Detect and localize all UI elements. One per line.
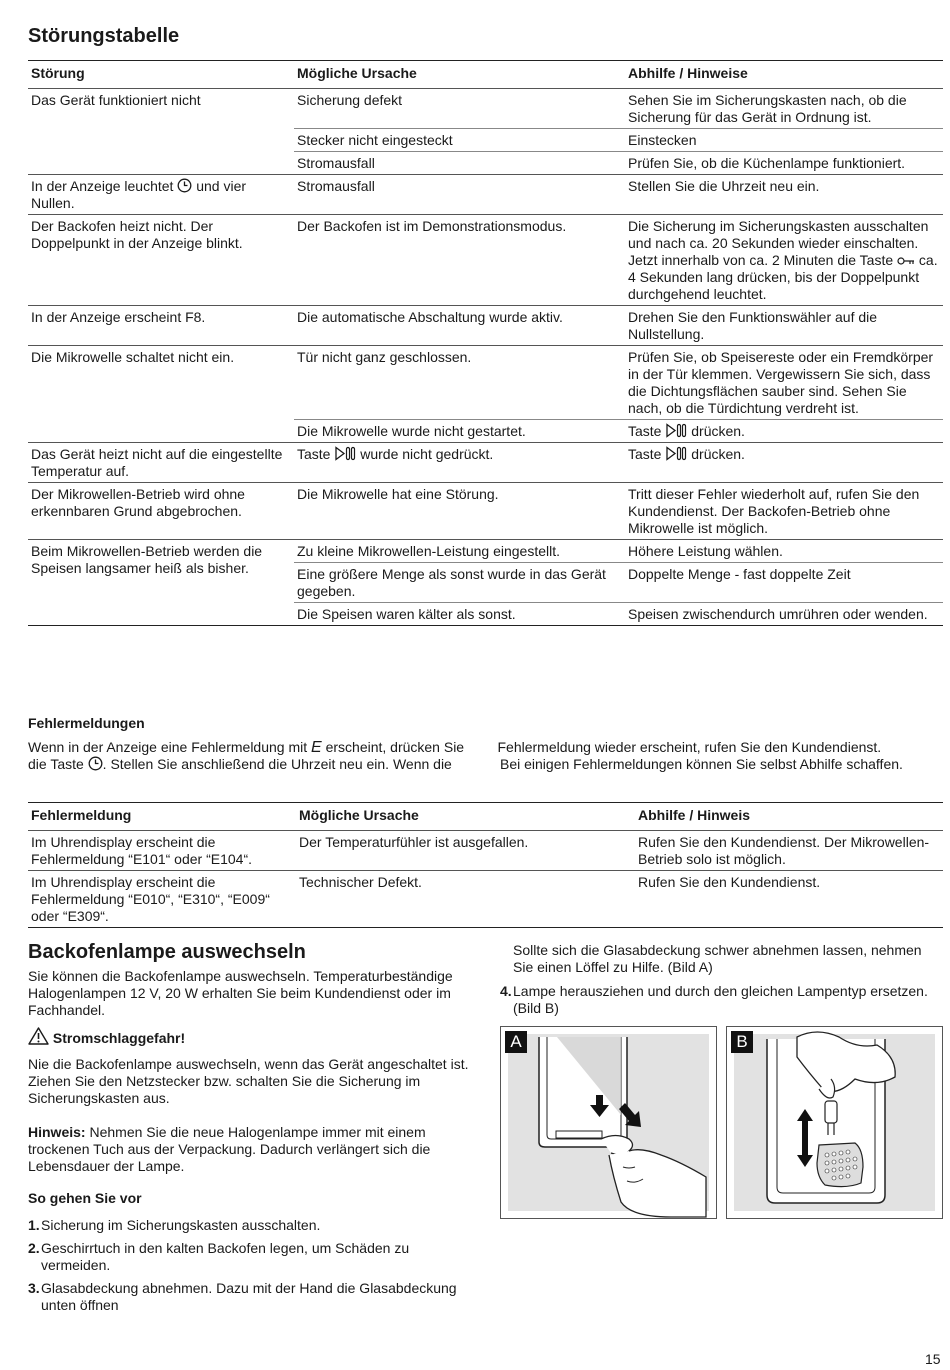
start-pause-icon bbox=[665, 423, 687, 438]
header-abhilfe: Abhilfe / Hinweise bbox=[628, 65, 748, 81]
cause-cell: Stromausfall bbox=[294, 152, 625, 175]
remedy-cell: Sehen Sie im Sicherungskasten nach, ob die Sicherung für das Gerät in Ordnung ist. bbox=[628, 92, 907, 125]
fault-table bbox=[28, 60, 943, 626]
cause-cell: Tür nicht ganz geschlossen. bbox=[294, 346, 625, 420]
remedy-cell: Drehen Sie den Funktionswähler auf die Nullstellung. bbox=[625, 306, 943, 346]
remedy-text-a: Taste bbox=[628, 423, 662, 439]
start-pause-icon bbox=[665, 446, 687, 461]
table-row bbox=[28, 871, 943, 928]
cause-cell: Die Mikrowelle hat eine Störung. bbox=[294, 483, 625, 540]
warning-icon bbox=[28, 1027, 49, 1045]
cause-cell: Die Mikrowelle wurde nicht gestartet. bbox=[294, 420, 625, 443]
table-row bbox=[28, 89, 943, 129]
problem-cell bbox=[28, 175, 294, 215]
figure-b bbox=[726, 1026, 943, 1219]
problem-cell: Die Mikrowelle schaltet nicht ein. bbox=[28, 346, 294, 443]
figure-a bbox=[500, 1026, 717, 1219]
remedy-cell: Einstecken bbox=[625, 129, 943, 152]
remedy-text-a: Taste bbox=[628, 446, 662, 462]
cause-text-b: wurde nicht gedrückt. bbox=[360, 446, 494, 462]
cause-cell: Der Backofen ist im Demonstrationsmodus. bbox=[294, 215, 625, 306]
cause-cell: Technischer Defekt. bbox=[296, 871, 635, 928]
remedy-text-b: ca. 4 Sekunden lang drücken, bis der Doppelpunkt durchgehend leuchtet. bbox=[628, 252, 938, 302]
step-number: 3. bbox=[28, 1280, 40, 1296]
hint-text: Nehmen Sie die neue Halogenlampe immer mit einem trockenen Tuch aus der Verpackung. Dadurch verlängert sich die Lebensdauer der Lampe. bbox=[28, 1124, 431, 1174]
problem-text-b: und vier Nullen. bbox=[31, 178, 247, 211]
problem-cell: Beim Mikrowellen-Betrieb werden die Speisen langsamer heiß als bisher. bbox=[28, 540, 294, 626]
remedy-cell bbox=[625, 443, 943, 483]
problem-cell: Das Gerät funktioniert nicht bbox=[31, 92, 201, 108]
remedy-cell: Stellen Sie die Uhrzeit neu ein. bbox=[625, 175, 943, 215]
key-icon bbox=[897, 255, 915, 267]
table-row bbox=[28, 831, 943, 871]
start-pause-icon bbox=[334, 446, 356, 461]
list-item bbox=[28, 1240, 473, 1274]
remedy-cell: Rufen Sie den Kundendienst. bbox=[635, 871, 943, 928]
list-item bbox=[500, 983, 943, 1017]
table-row bbox=[28, 346, 943, 420]
problem-cell: Der Backofen heizt nicht. Der Doppelpunkt in der Anzeige blinkt. bbox=[28, 215, 294, 306]
header-stoerung: Störung bbox=[31, 65, 85, 81]
cause-text-a: Taste bbox=[297, 446, 331, 462]
cause-cell bbox=[294, 443, 625, 483]
hint-paragraph bbox=[28, 1124, 473, 1175]
problem-text-a: In der Anzeige leuchtet bbox=[31, 178, 174, 194]
cause-cell: Stromausfall bbox=[294, 175, 625, 215]
remedy-cell: Tritt dieser Fehler wiederholt auf, rufen Sie den Kundendienst. Der Backofen-Betrieb ohne Mikrowelle ist möglich. bbox=[625, 483, 943, 540]
problem-cell: Der Mikrowellen-Betrieb wird ohne erkennbaren Grund abgebrochen. bbox=[28, 483, 294, 540]
warning-title bbox=[28, 1027, 473, 1047]
page-title: Störungstabelle bbox=[28, 25, 180, 47]
steps-list-continued bbox=[500, 983, 943, 1023]
remedy-cell: Höhere Leistung wählen. bbox=[625, 540, 943, 563]
cause-cell: Stecker nicht eingesteckt bbox=[294, 129, 625, 152]
problem-cell: Das Gerät heizt nicht auf die eingestellte Temperatur auf. bbox=[28, 443, 294, 483]
cause-cell: Die automatische Abschaltung wurde aktiv. bbox=[294, 306, 625, 346]
step3-continued: Sollte sich die Glasabdeckung schwer abnehmen lassen, nehmen Sie einen Löffel zu Hilfe. (Bild A) bbox=[513, 942, 922, 975]
table-row bbox=[28, 443, 943, 483]
cause-cell: Zu kleine Mikrowellen-Leistung eingestellt. bbox=[294, 540, 625, 563]
header-fehlermeldung: Fehlermeldung bbox=[31, 807, 132, 823]
message-cell: Im Uhrendisplay erscheint die Fehlermeldung “E010“, “E310“, “E009“ oder “E309“. bbox=[28, 871, 296, 928]
figure-b-illustration bbox=[727, 1027, 944, 1220]
header-hinweis: Abhilfe / Hinweis bbox=[638, 807, 751, 823]
cause-cell: Eine größere Menge als sonst wurde in das Gerät gegeben. bbox=[294, 563, 625, 603]
remedy-cell: Speisen zwischendurch umrühren oder wenden. bbox=[625, 603, 943, 626]
remedy-cell: Prüfen Sie, ob die Küchenlampe funktioniert. bbox=[625, 152, 943, 175]
howto-heading: So gehen Sie vor bbox=[28, 1190, 142, 1206]
cause-cell: Der Temperaturfühler ist ausgefallen. bbox=[299, 834, 529, 850]
table-row bbox=[28, 540, 943, 563]
figure-b-label: B bbox=[731, 1031, 753, 1053]
figure-a-illustration bbox=[501, 1027, 718, 1220]
fehler-text-c: . Stellen Sie anschließend die Uhrzeit neu ein. Wenn die Fehlermeldung wieder erscheint, rufen Sie den Kundendienst. bbox=[102, 739, 882, 772]
table-row bbox=[28, 175, 943, 215]
table-row bbox=[28, 215, 943, 306]
hint-label: Hinweis: bbox=[28, 1124, 86, 1140]
fehler-heading: Fehlermeldungen bbox=[28, 715, 145, 731]
remedy-cell bbox=[625, 215, 943, 306]
step-number: 1. bbox=[28, 1217, 40, 1233]
step-number: 4. bbox=[500, 983, 512, 999]
remedy-text-b: drücken. bbox=[691, 446, 745, 462]
header-ursache: Mögliche Ursache bbox=[297, 65, 417, 81]
list-item bbox=[28, 1280, 473, 1314]
table-row bbox=[28, 483, 943, 540]
header-ursache: Mögliche Ursache bbox=[299, 807, 419, 823]
remedy-cell: Prüfen Sie, ob Speisereste oder ein Fremdkörper in der Tür klemmen. Vergewissern Sie sich, dass die Dichtungsflächen sauber sind. Sehen Sie nach, ob die Türdichtung verdreht ist. bbox=[625, 346, 943, 420]
fehler-text-a: Wenn in der Anzeige eine Fehlermeldung mit bbox=[28, 739, 308, 755]
message-cell: Im Uhrendisplay erscheint die Fehlermeldung “E101“ oder “E104“. bbox=[31, 834, 253, 867]
problem-cell: In der Anzeige erscheint F8. bbox=[28, 306, 294, 346]
steps-list bbox=[28, 1217, 473, 1320]
lampe-intro: Sie können die Backofenlampe auswechseln. Temperaturbeständige Halogenlampen 12 V, 20 W erhalten Sie beim Kundendienst oder im Fachhandel. bbox=[28, 968, 453, 1018]
error-e-icon: E bbox=[311, 739, 322, 756]
step-text: Geschirrtuch in den kalten Backofen legen, um Schäden zu vermeiden. bbox=[41, 1240, 410, 1273]
error-table bbox=[28, 802, 943, 928]
step-text: Lampe herausziehen und durch den gleichen Lampentyp ersetzen. (Bild B) bbox=[513, 983, 928, 1016]
step-number: 2. bbox=[28, 1240, 40, 1256]
remedy-cell bbox=[625, 420, 943, 443]
figure-a-label: A bbox=[505, 1031, 527, 1053]
lampe-heading: Backofenlampe auswechseln bbox=[28, 941, 306, 963]
cause-cell: Sicherung defekt bbox=[297, 92, 403, 108]
clock-icon bbox=[88, 756, 103, 771]
fehler-text-b: erscheint, drücken Sie die Taste bbox=[28, 739, 465, 772]
fehler-paragraph-right: Bei einigen Fehlermeldungen können Sie selbst Abhilfe schaffen. bbox=[500, 756, 903, 772]
remedy-text-a: Die Sicherung im Sicherungskasten ausschalten und nach ca. 20 Sekunden wieder einschalten. Jetzt innerhalb von ca. 2 Minuten die Taste bbox=[628, 218, 929, 268]
remedy-cell: Doppelte Menge - fast doppelte Zeit bbox=[625, 563, 943, 603]
page-number: 15 bbox=[925, 1351, 941, 1367]
list-item bbox=[28, 1217, 473, 1234]
clock-icon bbox=[177, 178, 192, 193]
warning-title-text: Stromschlaggefahr! bbox=[52, 1030, 186, 1046]
remedy-cell: Rufen Sie den Kundendienst. Der Mikrowellen-Betrieb solo ist möglich. bbox=[638, 834, 930, 867]
step-text: Glasabdeckung abnehmen. Dazu mit der Hand die Glasabdeckung unten öffnen bbox=[41, 1280, 457, 1313]
remedy-text-b: drücken. bbox=[691, 423, 745, 439]
warning-text: Nie die Backofenlampe auswechseln, wenn das Gerät angeschaltet ist. Ziehen Sie den Netzstecker bzw. schalten Sie die Sicherung im Sicherungskasten aus. bbox=[28, 1056, 469, 1106]
step-text: Sicherung im Sicherungskasten ausschalten. bbox=[41, 1217, 321, 1233]
table-row bbox=[28, 306, 943, 346]
cause-cell: Die Speisen waren kälter als sonst. bbox=[294, 603, 625, 626]
